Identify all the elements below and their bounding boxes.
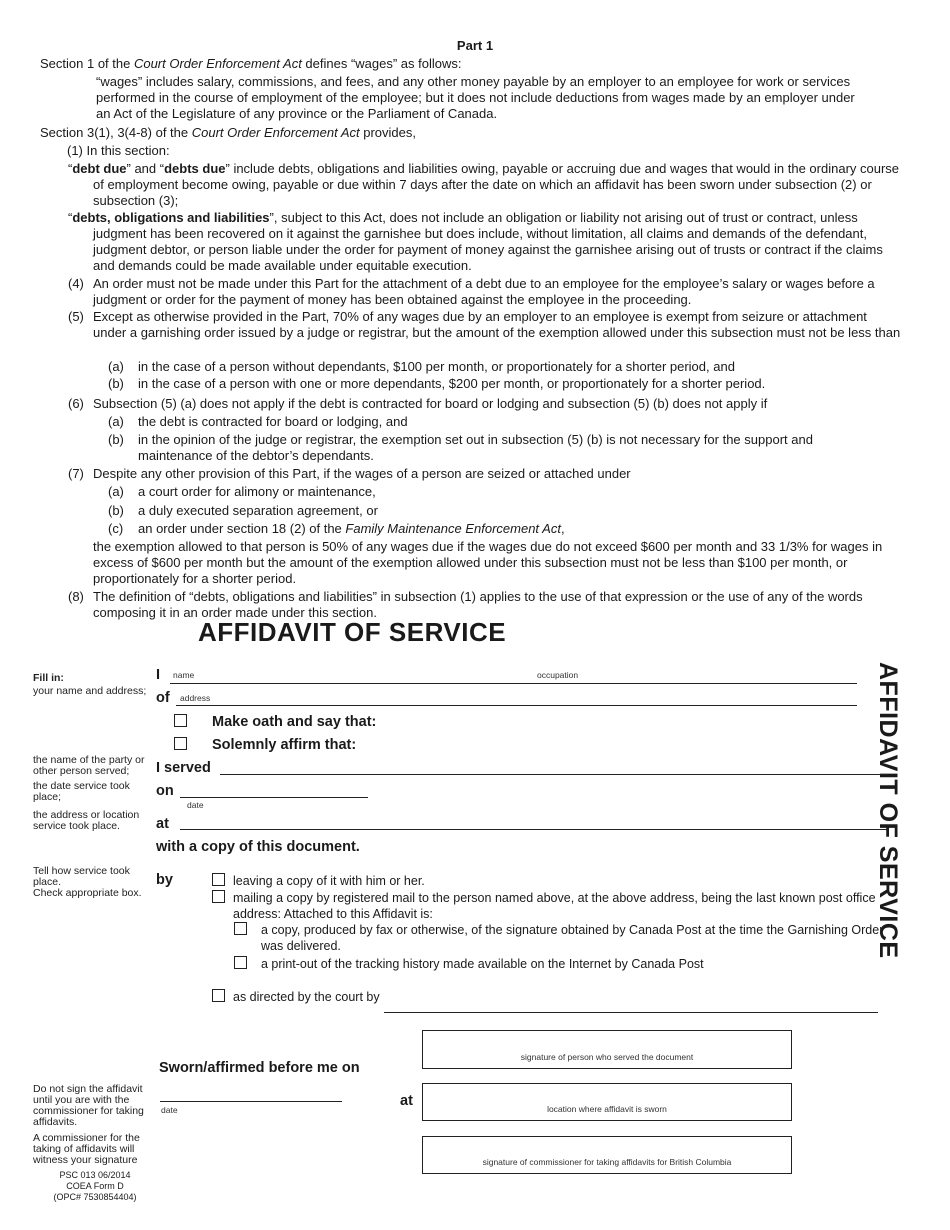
dol-definition: “debts, obligations and liabilities”, subject to this Act, does not include an obligation or liability not arising out of trust or contract, unless judgment has been recovered on it against the garnishee but does include, without limitation, all claims and demands of the defendant, judgment debtor, or person liable under the order for payment of money against the garnishee arising out of trusts or contract if the claims and demands could be made available under equitable execution. [68,210,883,273]
server-signature-hint: signature of person who served the document [520,1052,694,1062]
name-hint: name [173,670,195,680]
note-fill-in: Fill in: [33,672,64,684]
item-label: (b) [108,432,124,447]
subsection-4-number: (4) [68,276,84,291]
court-directed-field[interactable] [384,1012,878,1013]
signature-copy-label: a copy, produced by fax or otherwise, of the signature obtained by Canada Post at the time the Garnishing Order was delivered. [261,923,884,953]
note-date: the date service took place; [33,780,130,803]
leaving-copy-checkbox[interactable] [212,873,225,886]
sworn-at-label: at [400,1093,413,1109]
form-footer [40,1170,150,1203]
copy-label: with a copy of this document. [156,839,360,855]
name-occupation-field[interactable] [170,683,857,684]
sworn-label: Sworn/affirmed before me on [159,1060,360,1076]
address-field[interactable] [176,705,857,706]
subsection-7: Despite any other provision of this Part, if the wages of a person are seized or attached under [93,466,631,481]
subsection-1: (1) In this section: [67,143,170,158]
item-label: (c) [108,521,124,536]
served-label: I served [156,760,211,776]
oath-label: Make oath and say that: [212,714,377,730]
by-label: by [156,872,173,888]
subsection-8: The definition of “debts, obligations and liabilities” in subsection (1) applies to the use of that expression or the use of any of the words composing it in an order made under this section. [93,589,863,620]
tracking-printout-checkbox[interactable] [234,956,247,969]
subsection-7-tail: the exemption allowed to that person is 50% of any wages due if the wages due do not exceed $600 per month and 33 1/3% for wages in excess of $600 per month but the amount of the exemption allowed under this subsection must not be less than $100 per month, or proportionately for a shorter period. [93,539,883,586]
registered-mail-checkbox[interactable] [212,890,225,903]
date-hint: date [187,800,204,810]
item-label: (b) [108,503,124,518]
subsection-6-number: (6) [68,396,84,411]
note-name-address: your name and address; [33,685,147,697]
commissioner-signature-box[interactable] [422,1136,792,1174]
subsection-6b: in the opinion of the judge or registrar, the exemption set out in subsection (5) (b) is not necessary for the support and maintenance of the debtor’s dependants. [138,432,813,463]
location-hint: location where affidavit is sworn [547,1104,667,1114]
subsection-7b: a duly executed separation agreement, or [138,503,378,518]
subsection-6a: the debt is contracted for board or lodging, and [138,414,408,429]
subsection-5a: in the case of a person without dependants, $100 per month, or proportionately for a shorter period, and [138,359,735,374]
affidavit-vertical-title: AFFIDAVIT OF SERVICE [874,662,902,959]
subsection-7-number: (7) [68,466,84,481]
service-date-field[interactable] [180,797,368,798]
leaving-copy-label: leaving a copy of it with him or her. [233,874,425,888]
subsection-7c: an order under section 18 (2) of the Family Maintenance Enforcement Act, [138,521,565,536]
footer-opc: (OPC# 7530854404) [53,1192,137,1202]
part-title: Part 1 [456,38,494,53]
item-label: (a) [108,414,124,429]
at-label: at [156,816,169,832]
section-3-intro: Section 3(1), 3(4-8) of the Court Order Enforcement Act provides, [40,125,416,140]
service-location-field[interactable] [180,829,888,830]
wages-definition: “wages” includes salary, commissions, and fees, and any other money payable by an employer to an employee for work or services performed in the course of employment of the employee; but it does not include deductions from wages made by an employer under an Act of the Legislature of any province or the Parliament of Canada. [96,74,855,121]
note-commissioner: A commissioner for the taking of affidavits will witness your signature [33,1132,140,1166]
sworn-date-hint: date [161,1105,178,1115]
of-label: of [156,690,170,706]
subsection-4: An order must not be made under this Part for the attachment of a debt due to an employee for the employee’s salary or wages before a judgment or order for the payment of money has been obtained against the employee in the proceeding. [93,276,875,307]
note-address: the address or location service took place. [33,809,140,832]
item-label: (b) [108,376,124,391]
registered-mail-label: mailing a copy by registered mail to the person named above, at the above address, being the last known post office address: Attached to this Affidavit is: [233,891,876,921]
item-label: (a) [108,359,124,374]
oath-checkbox[interactable] [174,714,187,727]
subsection-5: Except as otherwise provided in the Part, 70% of any wages due by an employer to an employee is exempt from seizure or attachment under a garnishing order issued by a judge or registrar, but the amount of the exemption allowed under this subsection must not be less than [93,309,901,340]
subsection-5-number: (5) [68,309,84,324]
address-hint: address [180,693,211,703]
i-label: I [156,667,161,683]
subsection-6: Subsection (5) (a) does not apply if the debt is contracted for board or lodging and subsection (5) (b) does not apply if [93,396,768,411]
footer-form-code: PSC 013 06/2014 [59,1170,131,1180]
section-1-intro: Section 1 of the Court Order Enforcement Act defines “wages” as follows: [40,56,462,71]
note-party: the name of the party or other person served; [33,754,145,777]
occupation-hint: occupation [537,670,579,680]
court-directed-label: as directed by the court by [233,990,380,1004]
on-label: on [156,783,174,799]
court-directed-checkbox[interactable] [212,989,225,1002]
tracking-printout-label: a print-out of the tracking history made available on the Internet by Canada Post [261,957,704,971]
affirm-checkbox[interactable] [174,737,187,750]
sworn-date-field[interactable] [160,1101,342,1102]
party-served-field[interactable] [220,774,888,775]
debt-due-definition: “debt due” and “debts due” include debts, obligations and liabilities owing, payable or accruing due and wages that would in the ordinary course of employment become owing, payable or due within 7 days after the date on which an affidavit has been sworn under subsection (2) or subsection (3); [68,161,900,208]
server-signature-box[interactable] [422,1030,792,1069]
subsection-5b: in the case of a person with one or more dependants, $200 per month, or proportionately for a shorter period. [138,376,766,391]
location-box[interactable] [422,1083,792,1121]
item-label: (a) [108,484,124,499]
footer-form-name: COEA Form D [66,1181,124,1191]
note-tell: Tell how service took place. Check appropriate box. [33,865,142,899]
affidavit-title: AFFIDAVIT OF SERVICE [198,617,507,647]
commissioner-signature-hint: signature of commissioner for taking affidavits for British Columbia [482,1157,732,1167]
subsection-8-number: (8) [68,589,84,604]
subsection-7a: a court order for alimony or maintenance, [138,484,376,499]
note-do-not-sign: Do not sign the affidavit until you are with the commissioner for taking affidavits. [33,1083,144,1128]
affirm-label: Solemnly affirm that: [212,737,357,753]
signature-copy-checkbox[interactable] [234,922,247,935]
